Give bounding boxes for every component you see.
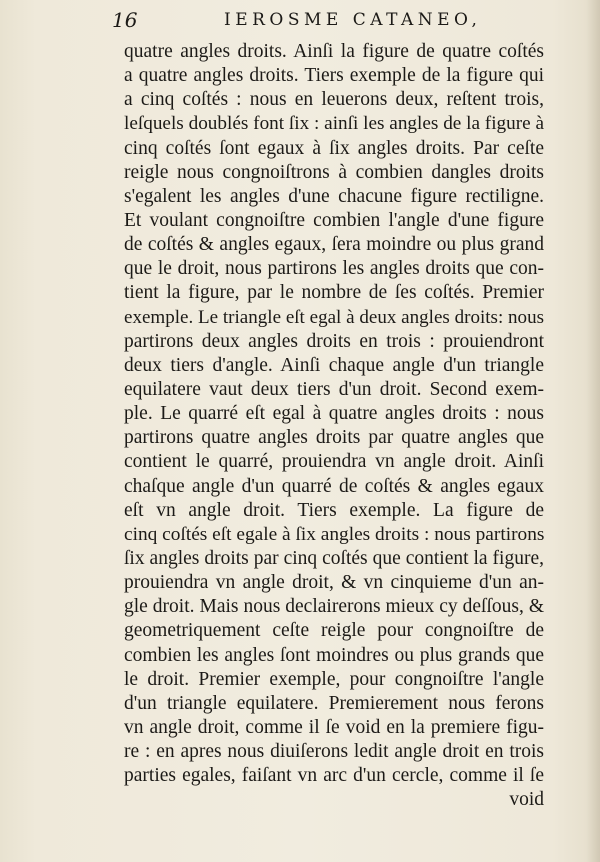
text-line-16: ple. Le quarré eſt egal à quatre angles droits : nous: [124, 403, 544, 425]
text-line-18: contient le quarré, prouiendra vn angle droit. Ainſi: [124, 451, 544, 473]
text-line-21: cinq coſtés eſt egale à ſix angles droits : nous partirons: [124, 523, 545, 545]
text-line-8: Et voulant congnoiſtre combien l'angle d'une figure: [124, 209, 544, 231]
text-line-23: prouiendra vn angle droit, & vn cinquieme d'un an-: [124, 572, 544, 594]
text-line-7: s'egalent les angles d'une chacune figure rectiligne.: [124, 185, 544, 207]
text-line-15: equilatere vaut deux tiers d'un droit. Second exem-: [124, 378, 544, 400]
text-line-29: vn angle droit, comme il ſe void en la premiere figu-: [124, 716, 544, 738]
running-head: IEROSME CATANEO,: [224, 10, 482, 30]
text-line-4: leſquels doublés font ſix : ainſi les angles de la figure à: [124, 113, 545, 135]
text-line-31: parties egales, faiſant vn arc d'un cercle, comme il ſe: [124, 765, 544, 787]
text-line-19: chaſque angle d'un quarré de coſtés & angles egaux: [124, 475, 544, 497]
text-line-11: tient la figure, par le nombre de ſes coſtés. Premier: [124, 282, 544, 304]
text-line-6: reigle nous congnoiſtrons à combien dangles droits: [124, 161, 544, 183]
text-line-26: combien les angles ſont moindres ou plus grands que: [124, 644, 544, 666]
text-line-1: quatre angles droits. Ainſi la figure de quatre coſtés: [124, 41, 544, 62]
page-number: 16: [112, 8, 138, 32]
text-line-2: a quatre angles droits. Tiers exemple de la figure qui: [124, 65, 544, 87]
text-line-9: de coſtés & angles egaux, ſera moindre ou plus grand: [124, 234, 544, 256]
text-line-24: gle droit. Mais nous declairerons mieux cy deſſous, &: [124, 596, 544, 618]
text-line-27: le droit. Premier exemple, pour congnoiſtre l'angle: [124, 668, 544, 690]
text-line-3: a cinq coſtés : nous en leuerons deux, reſtent trois,: [124, 89, 544, 111]
text-line-30: re : en apres nous diuiſerons ledit angle droit en trois: [124, 741, 544, 763]
text-line-10: que le droit, nous partirons les angles droits que con-: [124, 258, 544, 280]
text-line-13: partirons deux angles droits en trois : prouiendront: [124, 330, 544, 352]
text-line-25: geometriquement ceſte reigle pour congnoiſtre de: [124, 620, 544, 642]
text-line-5: cinq coſtés ſont egaux à ſix angles droits. Par ceſte: [124, 137, 544, 159]
catchword: void: [509, 789, 544, 811]
page-edge-shadow: [586, 0, 600, 862]
text-line-28: d'un triangle equilatere. Premierement nous ferons: [124, 692, 544, 714]
text-line-17: partirons quatre angles droits par quatre angles que: [124, 427, 544, 449]
body-text: [124, 40, 544, 813]
text-line-20: eſt vn angle droit. Tiers exemple. La figure de: [124, 499, 544, 521]
text-line-22: ſix angles droits par cinq coſtés que contient la figure,: [124, 547, 544, 569]
page-header: [112, 8, 552, 34]
text-line-12: exemple. Le triangle eſt egal à deux angles droits: nous: [124, 306, 544, 328]
text-line-14: deux tiers d'angle. Ainſi chaque angle d'un triangle: [124, 354, 544, 376]
